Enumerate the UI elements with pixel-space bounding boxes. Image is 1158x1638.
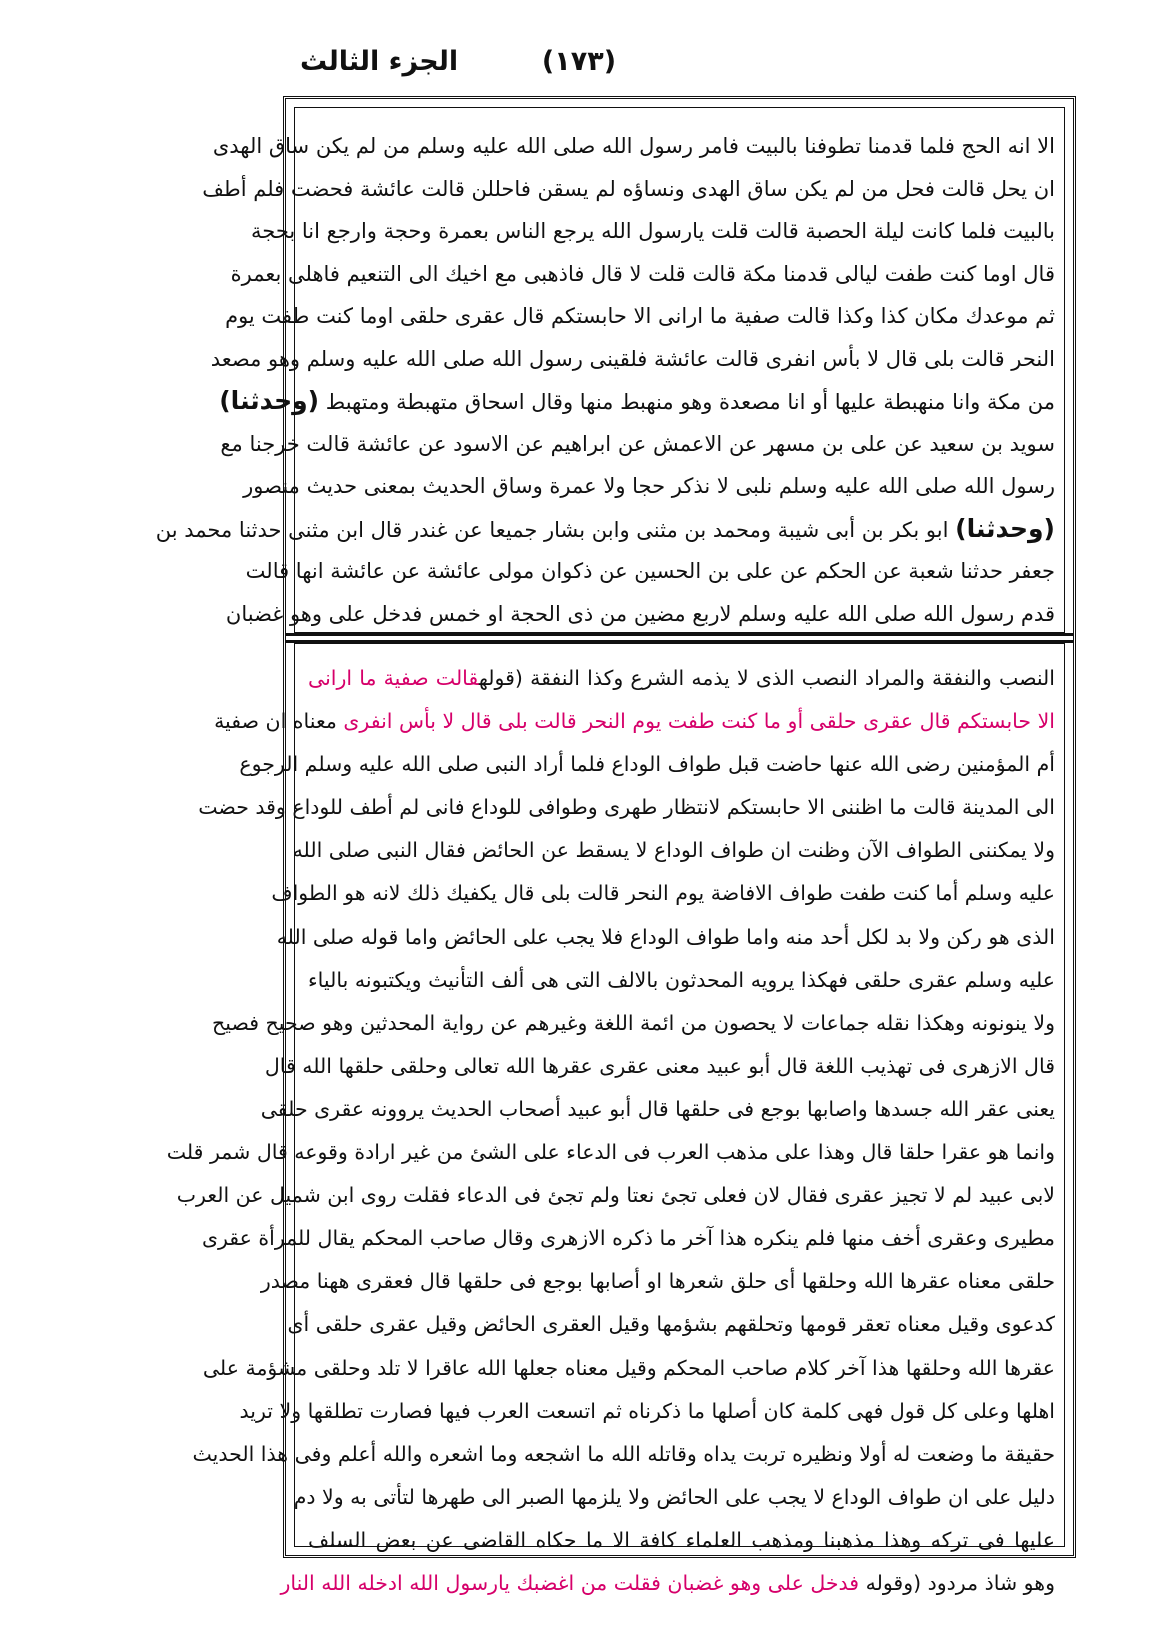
hadith-line: ثم موعدك مكان كذا وكذا قالت صفية ما ارانى الا حابستكم قال عقرى حلقى اوما كنت طفت يوم (225, 304, 1055, 328)
commentary-line (308, 1519, 1055, 1562)
commentary-line-text: كدعوى وقيل معناه تعقر قومها وتحلقهم بشؤمها وقيل العقرى الحائض وقيل عقرى حلقى أى (287, 1312, 1055, 1337)
commentary-line-text: عليه وسلم عقرى حلقى فهكذا يرويه المحدثون بالالف التى هى ألف التأنيث ويكتبونه بالياء (308, 967, 1055, 992)
commentary-line-text: عليها فى تركه وهذا مذهبنا ومذهب العلماء كافة الا ما حكاه القاضى عن بعض السلف (308, 1527, 1055, 1552)
commentary-line (201, 1217, 1055, 1260)
commentary-line (287, 1303, 1055, 1346)
commentary-line (192, 1433, 1055, 1476)
commentary-line (166, 1131, 1055, 1174)
commentary-line-text: عقرها الله وحلقها هذا آخر كلام صاحب المحكم وقيل معناه جعلها الله عاقرا لا تلد وحلقى مشؤمة على (202, 1355, 1055, 1380)
hadith-line: قدم رسول الله صلى الله عليه وسلم لاربع مضين من ذى الحجة او خمس فدخل على وهو غضبان (225, 601, 1055, 626)
commentary-line (292, 829, 1055, 872)
commentary-line (308, 657, 1055, 700)
hadith-line-text: من مكة وانا منهبطة عليها أو انا مصعدة وهو منهبط منها وقال اسحاق متهبطة ومتهبط (325, 390, 1055, 414)
part-title: الجزء الثالث (300, 46, 459, 77)
page-frame (155, 96, 1076, 1595)
commentary-line-text: عليه وسلم أما كنت طفت طواف الافاضة يوم النحر قالت بلى قال يكفيك ذلك لانه هو الطواف (271, 881, 1055, 906)
hadith-line: بالبيت فلما كانت ليلة الحصبة قالت قلت يارسول الله يرجع الناس بعمرة وحجة وارجع انا بحجة (251, 219, 1055, 243)
hadith-line: ان يحل قالت فحل من لم يكن ساق الهدى ونساؤه لم يسقن فاحللن قالت عائشة فحضت فلم أطف (202, 176, 1055, 201)
commentary-line (276, 916, 1055, 959)
commentary-line (212, 1002, 1055, 1045)
commentary-line-text: لابى عبيد لم لا تجيز عقرى فقال لان فعلى تجئ نعتا ولم تجئ فى الدعاء فقلت روى ابن شميل عن العرب (176, 1183, 1055, 1208)
commentary-line (214, 700, 1055, 743)
commentary-text (166, 657, 1055, 1605)
commentary-line-text: حلقى معناه عقرها الله وحلقها أى حلق شعرها او أصابها بوجع فى حلقها قال فعقرى ههنا مصدر (260, 1269, 1055, 1294)
commentary-line (176, 1174, 1055, 1217)
commentary-line-text: اهلها وعلى كل قول فهى كلمة كان أصلها ما ذكرناه ثم اتسعت العرب فيها فصارت تطلقها ولا تريد (239, 1398, 1055, 1423)
commentary-line-text: النصب والنفقة والمراد النصب الذى لا يذمه الشرع وكذا النفقة (قوله (478, 666, 1055, 690)
commentary-line-text: ولا يمكننى الطواف الآن وظنت ان طواف الوداع لا يسقط عن الحائض فقال النبى صلى الله (292, 838, 1055, 863)
hadditha-marker: (وحدثنا) (219, 386, 320, 415)
hadith-line (155, 508, 1055, 551)
hadith-line: رسول الله صلى الله عليه وسلم نلبى لا نذكر حجا ولا عمرة وساق الحديث بمعنى حديث منصور (243, 474, 1055, 498)
hadith-line: النحر قالت بلى قال لا بأس انفرى قالت عائشة فلقينى رسول الله صلى الله عليه وسلم وهو مصعد (210, 346, 1055, 371)
commentary-line-text: الى المدينة قالت ما اظننى الا حابستكم لانتظار طهرى وطوافى للوداع فانى لم أطف للوداع وقد حضت (198, 795, 1055, 820)
commentary-highlight: الا حابستكم قال عقرى حلقى أو ما كنت طفت يوم النحر قالت بلى قال لا بأس انفرى (343, 709, 1055, 734)
commentary-line (293, 1476, 1055, 1519)
commentary-line (260, 1088, 1055, 1131)
hadith-line: الا انه الحج فلما قدمنا تطوفنا بالبيت فامر رسول الله صلى الله عليه وسلم من لم يكن ساق الهدى (212, 134, 1055, 158)
commentary-line-text: معناه ان صفية (214, 709, 344, 734)
commentary-line (202, 1347, 1055, 1390)
commentary-line-text: مطيرى وعقرى أخف منها فلم ينكره هذا آخر ما ذكره الازهرى وقال صاحب المحكم يقال للمرأة عقرى (201, 1226, 1055, 1251)
commentary-line-text: ولا ينونونه وهكذا نقله جماعات لا يحصون من ائمة اللغة وغيرهم عن رواية المحدثين وهو صحيح فصيح (212, 1010, 1055, 1035)
commentary-line-text: قال الازهرى فى تهذيب اللغة قال أبو عبيد معنى عقرى عقرها الله تعالى وحلقى حلقها الله قال (264, 1053, 1055, 1078)
commentary-line-text: يعنى عقر الله جسدها واصابها بوجع فى حلقها قال أبو عبيد أصحاب الحديث يروونه عقرى حلقى (260, 1096, 1055, 1121)
commentary-line (260, 1260, 1055, 1303)
commentary-line-text: أم المؤمنين رضى الله عنها حاضت قبل طواف الوداع فلما أراد النبى صلى الله عليه وسلم الرجوع (239, 752, 1055, 777)
commentary-line-text: حقيقة ما وضعت له أولا ونظيره تربت يداه وقاتله الله ما اشجعه وما اشعره والله أعلم وفى هذا الحديث (192, 1441, 1055, 1466)
hadditha-marker: (وحدثنا) (955, 513, 1055, 543)
page-number: (١٧٣) (541, 46, 617, 77)
hadith-line: سويد بن سعيد عن على بن مسهر عن الاعمش عن ابراهيم عن الاسود عن عائشة قالت خرجنا مع (220, 431, 1055, 456)
hadith-line: قال اوما كنت طفت ليالى قدمنا مكة قالت قلت لا قال فاذهبى مع اخيك الى التنعيم فاهلى بعمرة (230, 261, 1055, 286)
hadith-line-text: ابو بكر بن أبى شيبة ومحمد بن مثنى وابن بشار جميعا عن غندر قال ابن مثنى حدثنا محمد بن (155, 517, 949, 542)
commentary-line-text: الذى هو ركن ولا بد لكل أحد منه واما طواف الوداع فلا يجب على الحائض واما قوله صلى الله (276, 924, 1055, 949)
commentary-line (198, 786, 1055, 829)
hadith-line: جعفر حدثنا شعبة عن الحكم عن على بن الحسين عن ذكوان مولى عائشة عن عائشة انها قالت (245, 559, 1055, 583)
commentary-highlight: فدخل على وهو غضبان فقلت من اغضبك يارسول الله ادخله الله النار (280, 1570, 860, 1595)
commentary-line-text: وهو شاذ مردود (وقوله (859, 1570, 1055, 1595)
commentary-line (271, 872, 1055, 915)
commentary-line-text: وانما هو عقرا حلقا قال وهذا على مذهب العرب فى الدعاء على الشئ من غير ارادة وقوعه قال شمر قلت (166, 1140, 1055, 1165)
hadith-text (155, 125, 1055, 635)
commentary-line (280, 1562, 1055, 1605)
commentary-line-text: دليل على ان طواف الوداع لا يجب على الحائض ولا يلزمها الصبر الى طهرها لتأتى به ولا دم (293, 1484, 1055, 1509)
commentary-line (239, 1390, 1055, 1433)
commentary-line (264, 1045, 1055, 1088)
hadith-line (219, 380, 1055, 423)
commentary-line (239, 743, 1055, 786)
commentary-line (308, 959, 1055, 1002)
commentary-highlight: قالت صفية ما ارانى (308, 666, 479, 690)
